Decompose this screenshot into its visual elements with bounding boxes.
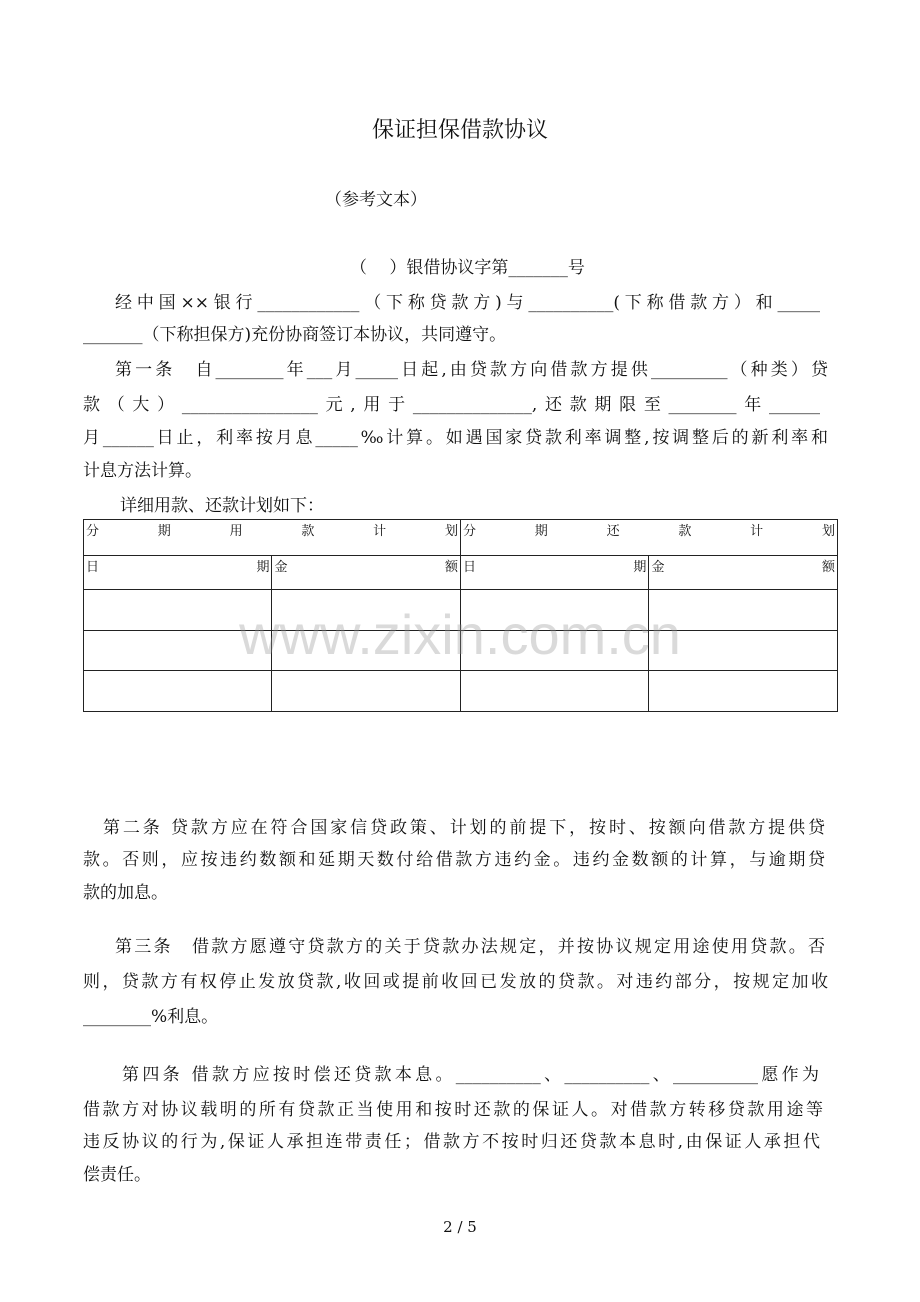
article1-line: 计息方法计算。: [83, 461, 202, 481]
article4-line: 第四条 借款方应按时偿还贷款本息。__________、__________、__________愿作为: [122, 1065, 819, 1085]
header-borrowing-plan: 分期用款计划: [84, 520, 461, 556]
subheader-amount: 金额: [649, 556, 838, 590]
article3-line: 则，贷款方有权停止发放贷款,收回或提前收回已发放的贷款。对违约部分，按规定加收: [83, 972, 828, 992]
subheader-date: 日期: [460, 556, 648, 590]
article1-line: 款（大）________________元,用于______________,还款期限至________年______: [83, 395, 820, 415]
article4-line: 偿责任。: [83, 1165, 151, 1185]
table-row: [84, 590, 838, 631]
article2-line: 款。否则，应按违约数额和延期天数付给借款方违约金。违约金数额的计算，与逾期贷: [83, 850, 825, 870]
page-number: 2 / 5: [443, 1218, 477, 1236]
article1-line: 第一条 自________年___月_____日起,由贷款方向借款方提供_________（种类）贷: [115, 360, 828, 380]
table-cell: [649, 590, 838, 631]
subheader-date: 日期: [84, 556, 272, 590]
table-cell: [272, 631, 461, 671]
table-cell: [272, 590, 461, 631]
article4-line: 违反协议的行为,保证人承担连带责任；借款方不按时归还贷款本息时,由保证人承担代: [83, 1132, 820, 1152]
table-row: [84, 671, 838, 712]
agreement-number: （ ）银借协议字第_______号: [350, 258, 585, 278]
table-cell: [649, 671, 838, 712]
watermark: www.zixin.com.cn: [239, 603, 681, 666]
intro-line: 经中国××银行____________（下称贷款方)与__________(下称借款方）和_____: [115, 293, 820, 313]
article3-line: 第三条 借款方愿遵守贷款方的关于贷款办法规定，并按协议规定用途使用贷款。否: [115, 937, 825, 957]
document-title: 保证担保借款协议: [371, 118, 548, 143]
table-cell: [460, 590, 648, 631]
table-cell: [84, 590, 272, 631]
header-repayment-plan: 分期还款计划: [460, 520, 837, 556]
article1-line: 月______日止，利率按月息_____‰计算。如遇国家贷款利率调整,按调整后的新利率和: [83, 428, 828, 448]
article4-line: 借款方对协议载明的所有贷款正当使用和按时还款的保证人。对借款方转移贷款用途等: [83, 1100, 823, 1120]
article3-line: ________%利息。: [83, 1007, 219, 1027]
table-cell: [460, 631, 648, 671]
table-row: [84, 631, 838, 671]
table-cell: [649, 631, 838, 671]
loan-plan-table: [83, 519, 838, 712]
table-cell: [272, 671, 461, 712]
article2-line: 款的加息。: [83, 883, 168, 903]
table-cell: [84, 631, 272, 671]
intro-line: _______（下称担保方)充份协商签订本协议，共同遵守。: [83, 325, 507, 345]
table-cell: [84, 671, 272, 712]
plan-intro: 详细用款、还款计划如下：: [120, 496, 324, 516]
article2-line: 第二条 贷款方应在符合国家信贷政策、计划的前提下，按时、按额向借款方提供贷: [103, 818, 825, 838]
subheader-amount: 金额: [272, 556, 461, 590]
document-subtitle: （参考文本）: [325, 190, 427, 210]
table-cell: [460, 671, 648, 712]
